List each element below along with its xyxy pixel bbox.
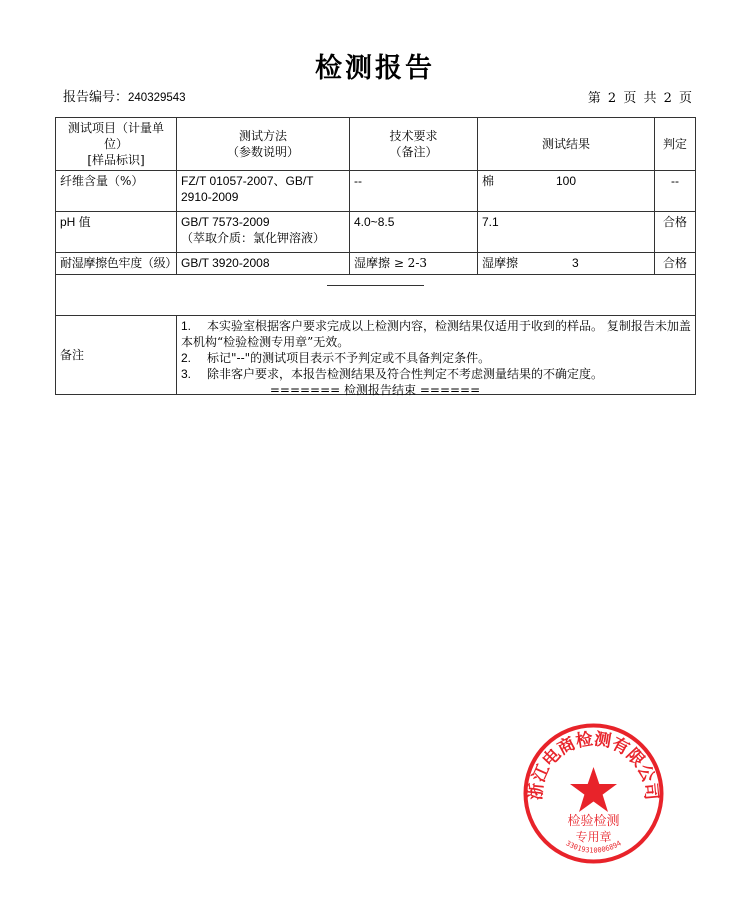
requirement-cell: 湿摩擦 ≥ 2-3 bbox=[350, 253, 478, 275]
table-row bbox=[56, 171, 696, 212]
page-title: 检测报告 bbox=[315, 53, 435, 84]
method-cell: GB/T 3920-2008 bbox=[177, 253, 350, 275]
method-cell: FZ/T 01057-2007、GB/T 2910-2009 bbox=[177, 171, 350, 212]
result-cell: 7.1 bbox=[478, 212, 655, 253]
report-number-label: 报告编号： bbox=[63, 90, 129, 105]
divider-line bbox=[327, 285, 424, 286]
table-header-row bbox=[56, 118, 696, 171]
remark-item: 1. 本实验室根据客户要求完成以上检测内容，检测结果仅适用于收到的样品。 复制报告未加盖本机构“检验检测专用章”无效。 bbox=[181, 319, 691, 349]
table-row-blank bbox=[56, 275, 696, 316]
official-seal bbox=[522, 722, 665, 865]
header-cell: 技术要求 （备注） bbox=[350, 118, 478, 171]
end-of-report-marker: ======= 检测报告结束 ====== bbox=[269, 383, 481, 397]
header-cell: 测试方法 （参数说明） bbox=[177, 118, 350, 171]
requirement-cell: -- bbox=[350, 171, 478, 212]
remarks-label: 备注 bbox=[56, 316, 177, 395]
verdict-cell: 合格 bbox=[655, 212, 696, 253]
page-indicator: 第 2 页 共 2 页 bbox=[587, 91, 692, 106]
seal-arc-text: 浙江电商检测有限公司 bbox=[525, 729, 662, 801]
item-cell: 纤维含量（%） bbox=[56, 171, 177, 212]
verdict-cell: -- bbox=[655, 171, 696, 212]
table-row bbox=[56, 212, 696, 253]
result-cell: 棉 100 bbox=[478, 171, 655, 212]
seal-sub-text: 专用章 bbox=[575, 830, 612, 844]
results-table bbox=[55, 117, 696, 395]
seal-center-text: 检验检测 bbox=[567, 814, 620, 829]
star-icon bbox=[570, 767, 617, 812]
verdict-cell: 合格 bbox=[655, 253, 696, 275]
item-cell: 耐湿摩擦色牢度（级） bbox=[56, 253, 177, 275]
method-cell: GB/T 7573-2009 （萃取介质：氯化钾溶液） bbox=[177, 212, 350, 253]
table-row bbox=[56, 253, 696, 275]
header-cell: 测试项目（计量单位） [样品标识] bbox=[56, 118, 177, 171]
requirement-cell: 4.0~8.5 bbox=[350, 212, 478, 253]
item-cell: pH 值 bbox=[56, 212, 177, 253]
seal-serial: 3301931000689​4 bbox=[564, 839, 623, 855]
blank-cell bbox=[56, 275, 696, 316]
header-cell: 测试结果 bbox=[478, 118, 655, 171]
report-number bbox=[63, 86, 186, 105]
report-number-value: 240329543 bbox=[128, 92, 186, 104]
remark-item: 2. 标记"--"的测试项目表示不予判定或不具备判定条件。 bbox=[181, 351, 491, 365]
header-cell: 判定 bbox=[655, 118, 696, 171]
result-cell: 湿摩擦 3 bbox=[478, 253, 655, 275]
remark-item: 3. 除非客户要求，本报告检测结果及符合性判定不考虑测量结果的不确定度。 bbox=[181, 367, 604, 381]
